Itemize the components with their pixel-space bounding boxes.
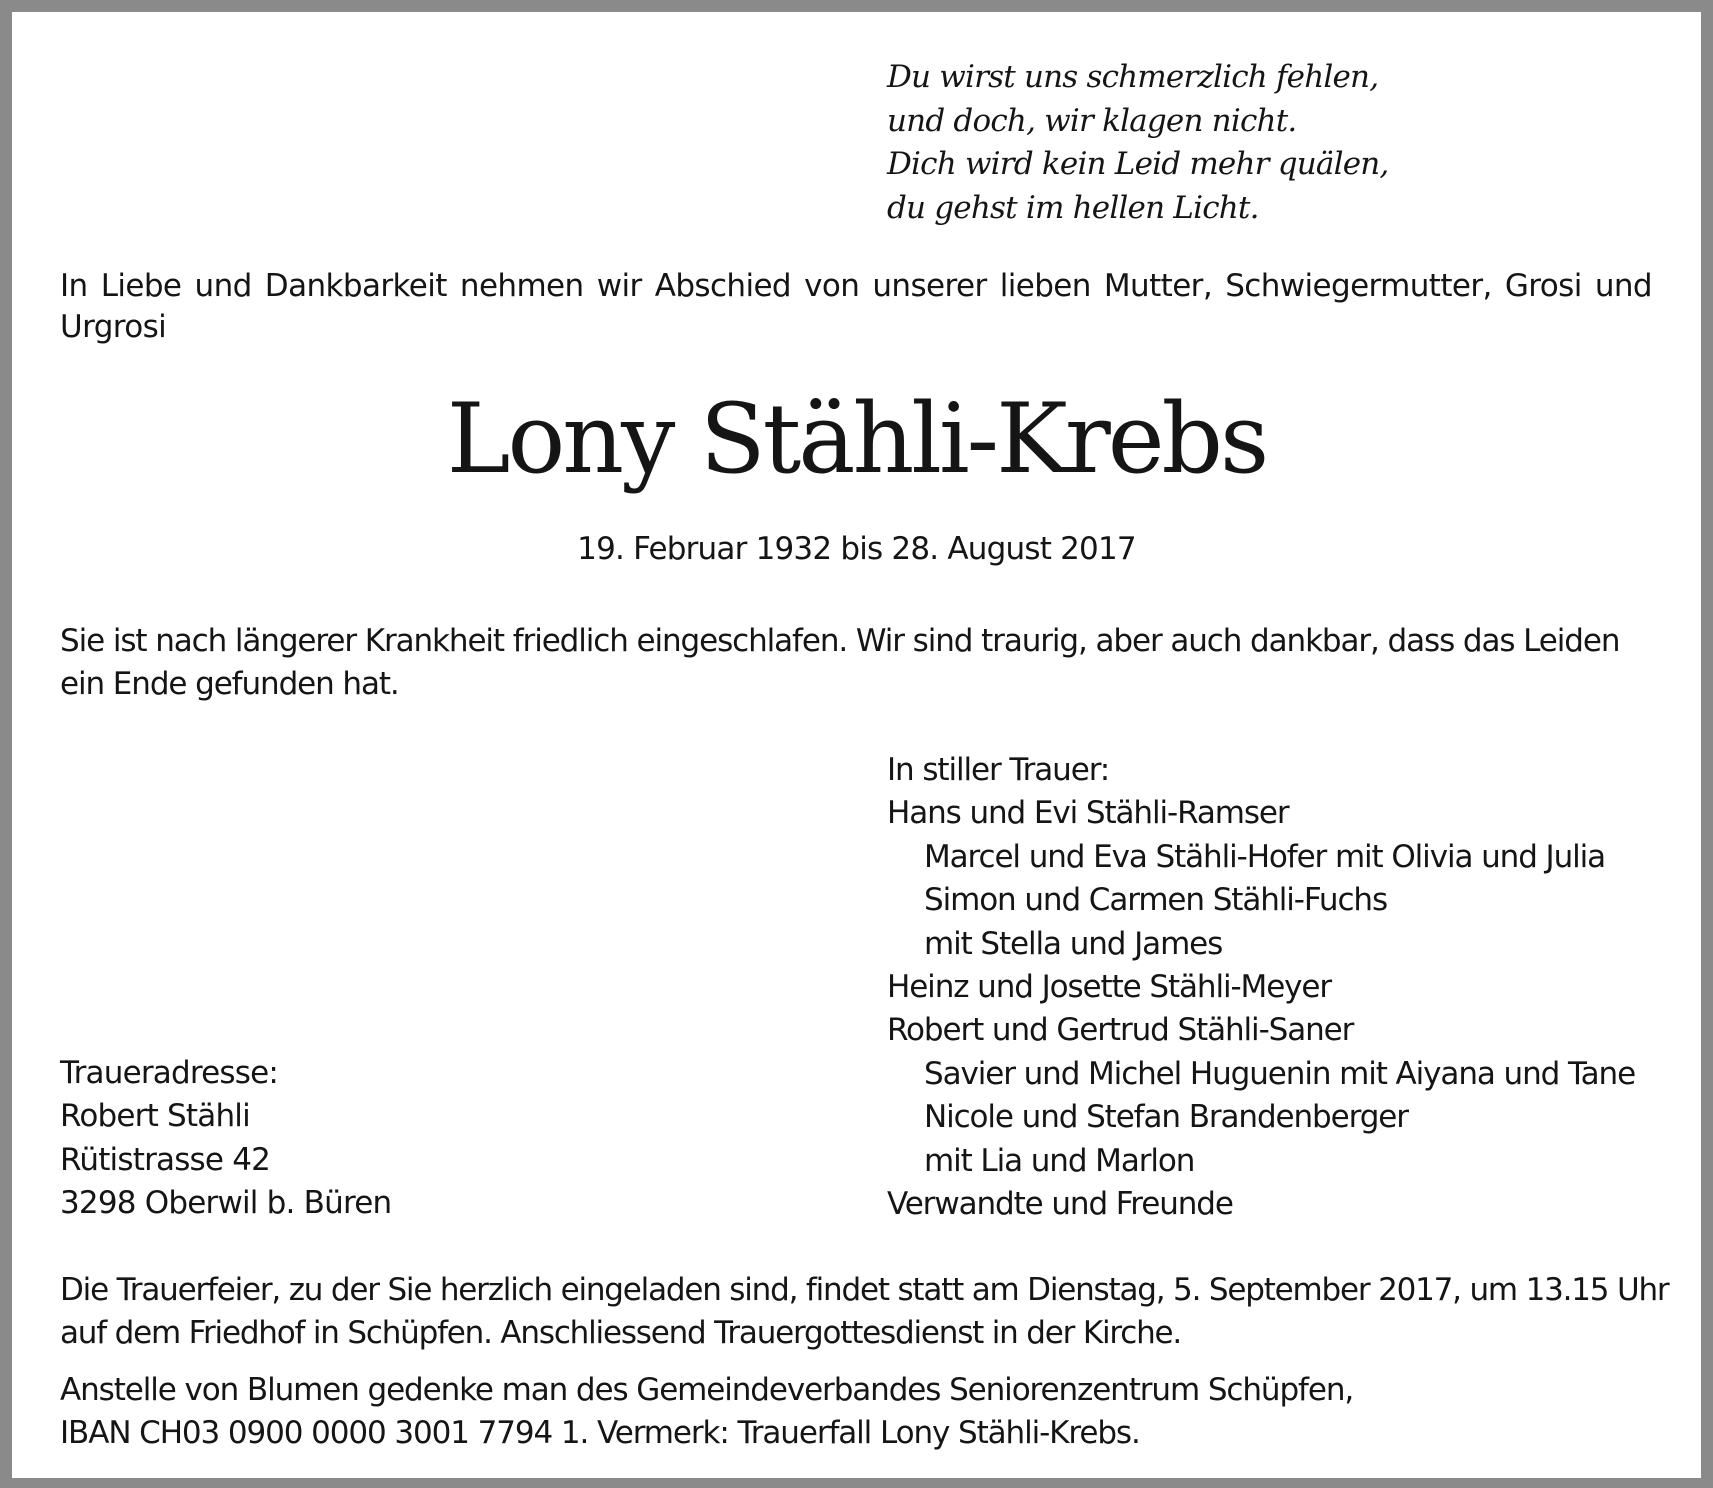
address-label: Traueradresse: bbox=[60, 1055, 279, 1091]
mourner-line: Verwandte und Freunde bbox=[887, 1186, 1233, 1223]
mourner-line: Savier und Michel Huguenin mit Aiyana und Tane bbox=[924, 1055, 1636, 1092]
mourning-address bbox=[60, 1052, 391, 1225]
ceremony-info bbox=[60, 1269, 1669, 1355]
mourners-list bbox=[887, 749, 1635, 1226]
address-street: Rütistrasse 42 bbox=[60, 1141, 271, 1178]
address-city: 3298 Oberwil b. Büren bbox=[60, 1184, 392, 1221]
ceremony-line: Die Trauerfeier, zu der Sie herzlich eingeladen sind, findet statt am Dienstag, 5. September 2017, um 13.15 Uhr bbox=[60, 1272, 1669, 1308]
poem-line: Du wirst uns schmerzlich fehlen, bbox=[887, 59, 1379, 95]
statement-text: Sie ist nach längerer Krankheit friedlich eingeschlafen. Wir sind traurig, aber auch dankbar, dass das Leiden ein Ende gefunden hat. bbox=[60, 623, 1620, 702]
mourner-line: mit Lia und Marlon bbox=[924, 1142, 1195, 1179]
mourner-line: Hans und Evi Stähli-Ramser bbox=[887, 795, 1289, 832]
poem-line: Dich wird kein Leid mehr quälen, bbox=[887, 146, 1389, 182]
deceased-name: Lony Stähli-Krebs bbox=[446, 383, 1267, 495]
poem bbox=[887, 56, 1388, 230]
mourner-line: Simon und Carmen Stähli-Fuchs bbox=[924, 882, 1388, 919]
mourner-line: mit Stella und James bbox=[924, 925, 1223, 962]
intro-text: In Liebe und Dankbarkeit nehmen wir Abschied von unserer lieben Mutter, Schwiegermutter, Grosi und Urgrosi bbox=[60, 268, 1652, 345]
donation-line: Anstelle von Blumen gedenke man des Gemeindeverbandes Seniorenzentrum Schüpfen, bbox=[60, 1372, 1354, 1408]
obituary-notice bbox=[12, 12, 1701, 1478]
donation-info bbox=[60, 1369, 1660, 1455]
poem-line: du gehst im hellen Licht. bbox=[887, 189, 1259, 226]
mourner-line: Robert und Gertrud Stähli-Saner bbox=[887, 1012, 1354, 1049]
donation-line: IBAN CH03 0900 0000 3001 7794 1. Vermerk: Trauerfall Lony Stähli-Krebs. bbox=[60, 1415, 1140, 1451]
address-name: Robert Stähli bbox=[60, 1098, 250, 1135]
life-dates: 19. Februar 1932 bis 28. August 2017 bbox=[577, 531, 1136, 567]
mourner-line: Heinz und Josette Stähli-Meyer bbox=[887, 969, 1332, 1006]
mourner-line: Nicole und Stefan Brandenberger bbox=[924, 1099, 1408, 1136]
poem-line: und doch, wir klagen nicht. bbox=[887, 102, 1297, 139]
ceremony-line: auf dem Friedhof in Schüpfen. Anschliessend Trauergottesdienst in der Kirche. bbox=[60, 1315, 1182, 1351]
mourners-heading: In stiller Trauer: bbox=[887, 752, 1110, 788]
mourner-line: Marcel und Eva Stähli-Hofer mit Olivia und Julia bbox=[924, 838, 1606, 875]
